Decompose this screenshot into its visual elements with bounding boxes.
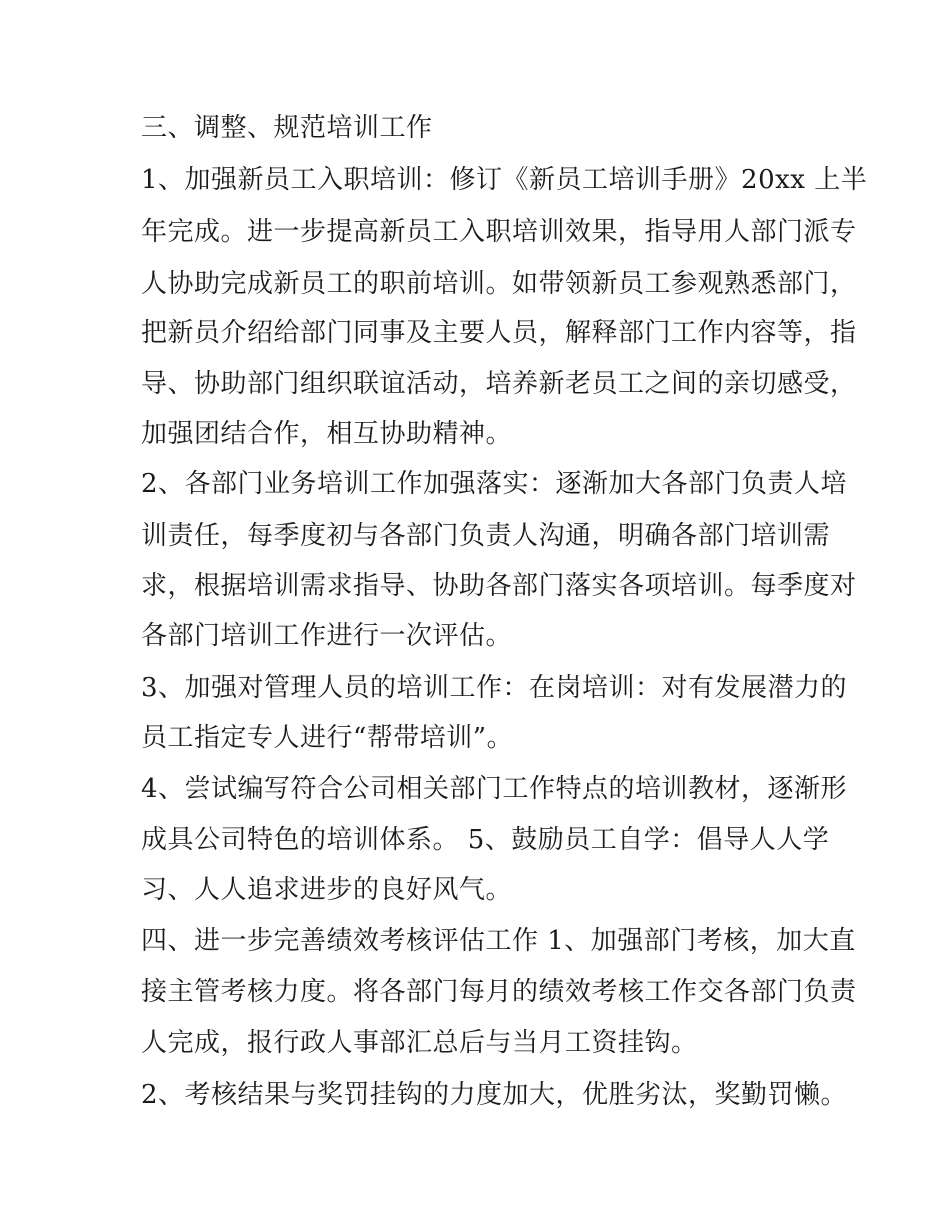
- text-line: 2、各部门业务培训工作加强落实：逐渐加大各部门负责人培: [141, 469, 848, 499]
- text-line: 2、考核结果与奖罚挂钩的力度加大，优胜劣汰，奖勤罚懒。: [141, 1080, 848, 1110]
- text-line: 导、协助部门组织联谊活动，培养新老员工之间的亲切感受，: [141, 369, 857, 399]
- text-line: 4、尝试编写符合公司相关部门工作特点的培训教材，逐渐形: [141, 774, 848, 804]
- text-line: 习、人人追求进步的良好风气。: [141, 875, 513, 905]
- text-line: 加强团结合作，相互协助精神。: [141, 419, 513, 449]
- text-line: 员工指定专人进行“帮带培训”。: [141, 723, 514, 753]
- section-heading-three: 三、调整、规范培训工作: [141, 113, 433, 143]
- text-line: 训责任，每季度初与各部门负责人沟通，明确各部门培训需: [141, 521, 831, 551]
- text-line: 接主管考核力度。将各部门每月的绩效考核工作交各部门负责: [141, 977, 857, 1007]
- section-heading-four: 四、进一步完善绩效考核评估工作 1、加强部门考核，加大直: [141, 926, 856, 956]
- text-line: 各部门培训工作进行一次评估。: [141, 621, 513, 651]
- text-line: 把新员介绍给部门同事及主要人员，解释部门工作内容等，指: [141, 318, 857, 348]
- text-line: 人协助完成新员工的职前培训。如带领新员工参观熟悉部门，: [141, 269, 857, 299]
- text-line: 成具公司特色的培训体系。 5、鼓励员工自学：倡导人人学: [141, 825, 830, 855]
- text-line: 3、加强对管理人员的培训工作：在岗培训：对有发展潜力的: [141, 673, 848, 703]
- text-line: 1、加强新员工入职培训：修订《新员工培训手册》20xx 上半: [141, 165, 868, 195]
- text-line: 年完成。进一步提高新员工入职培训效果，指导用人部门派专: [141, 217, 857, 247]
- text-line: 求，根据培训需求指导、协助各部门落实各项培训。每季度对: [141, 571, 857, 601]
- text-line: 人完成，报行政人事部汇总后与当月工资挂钩。: [141, 1028, 698, 1058]
